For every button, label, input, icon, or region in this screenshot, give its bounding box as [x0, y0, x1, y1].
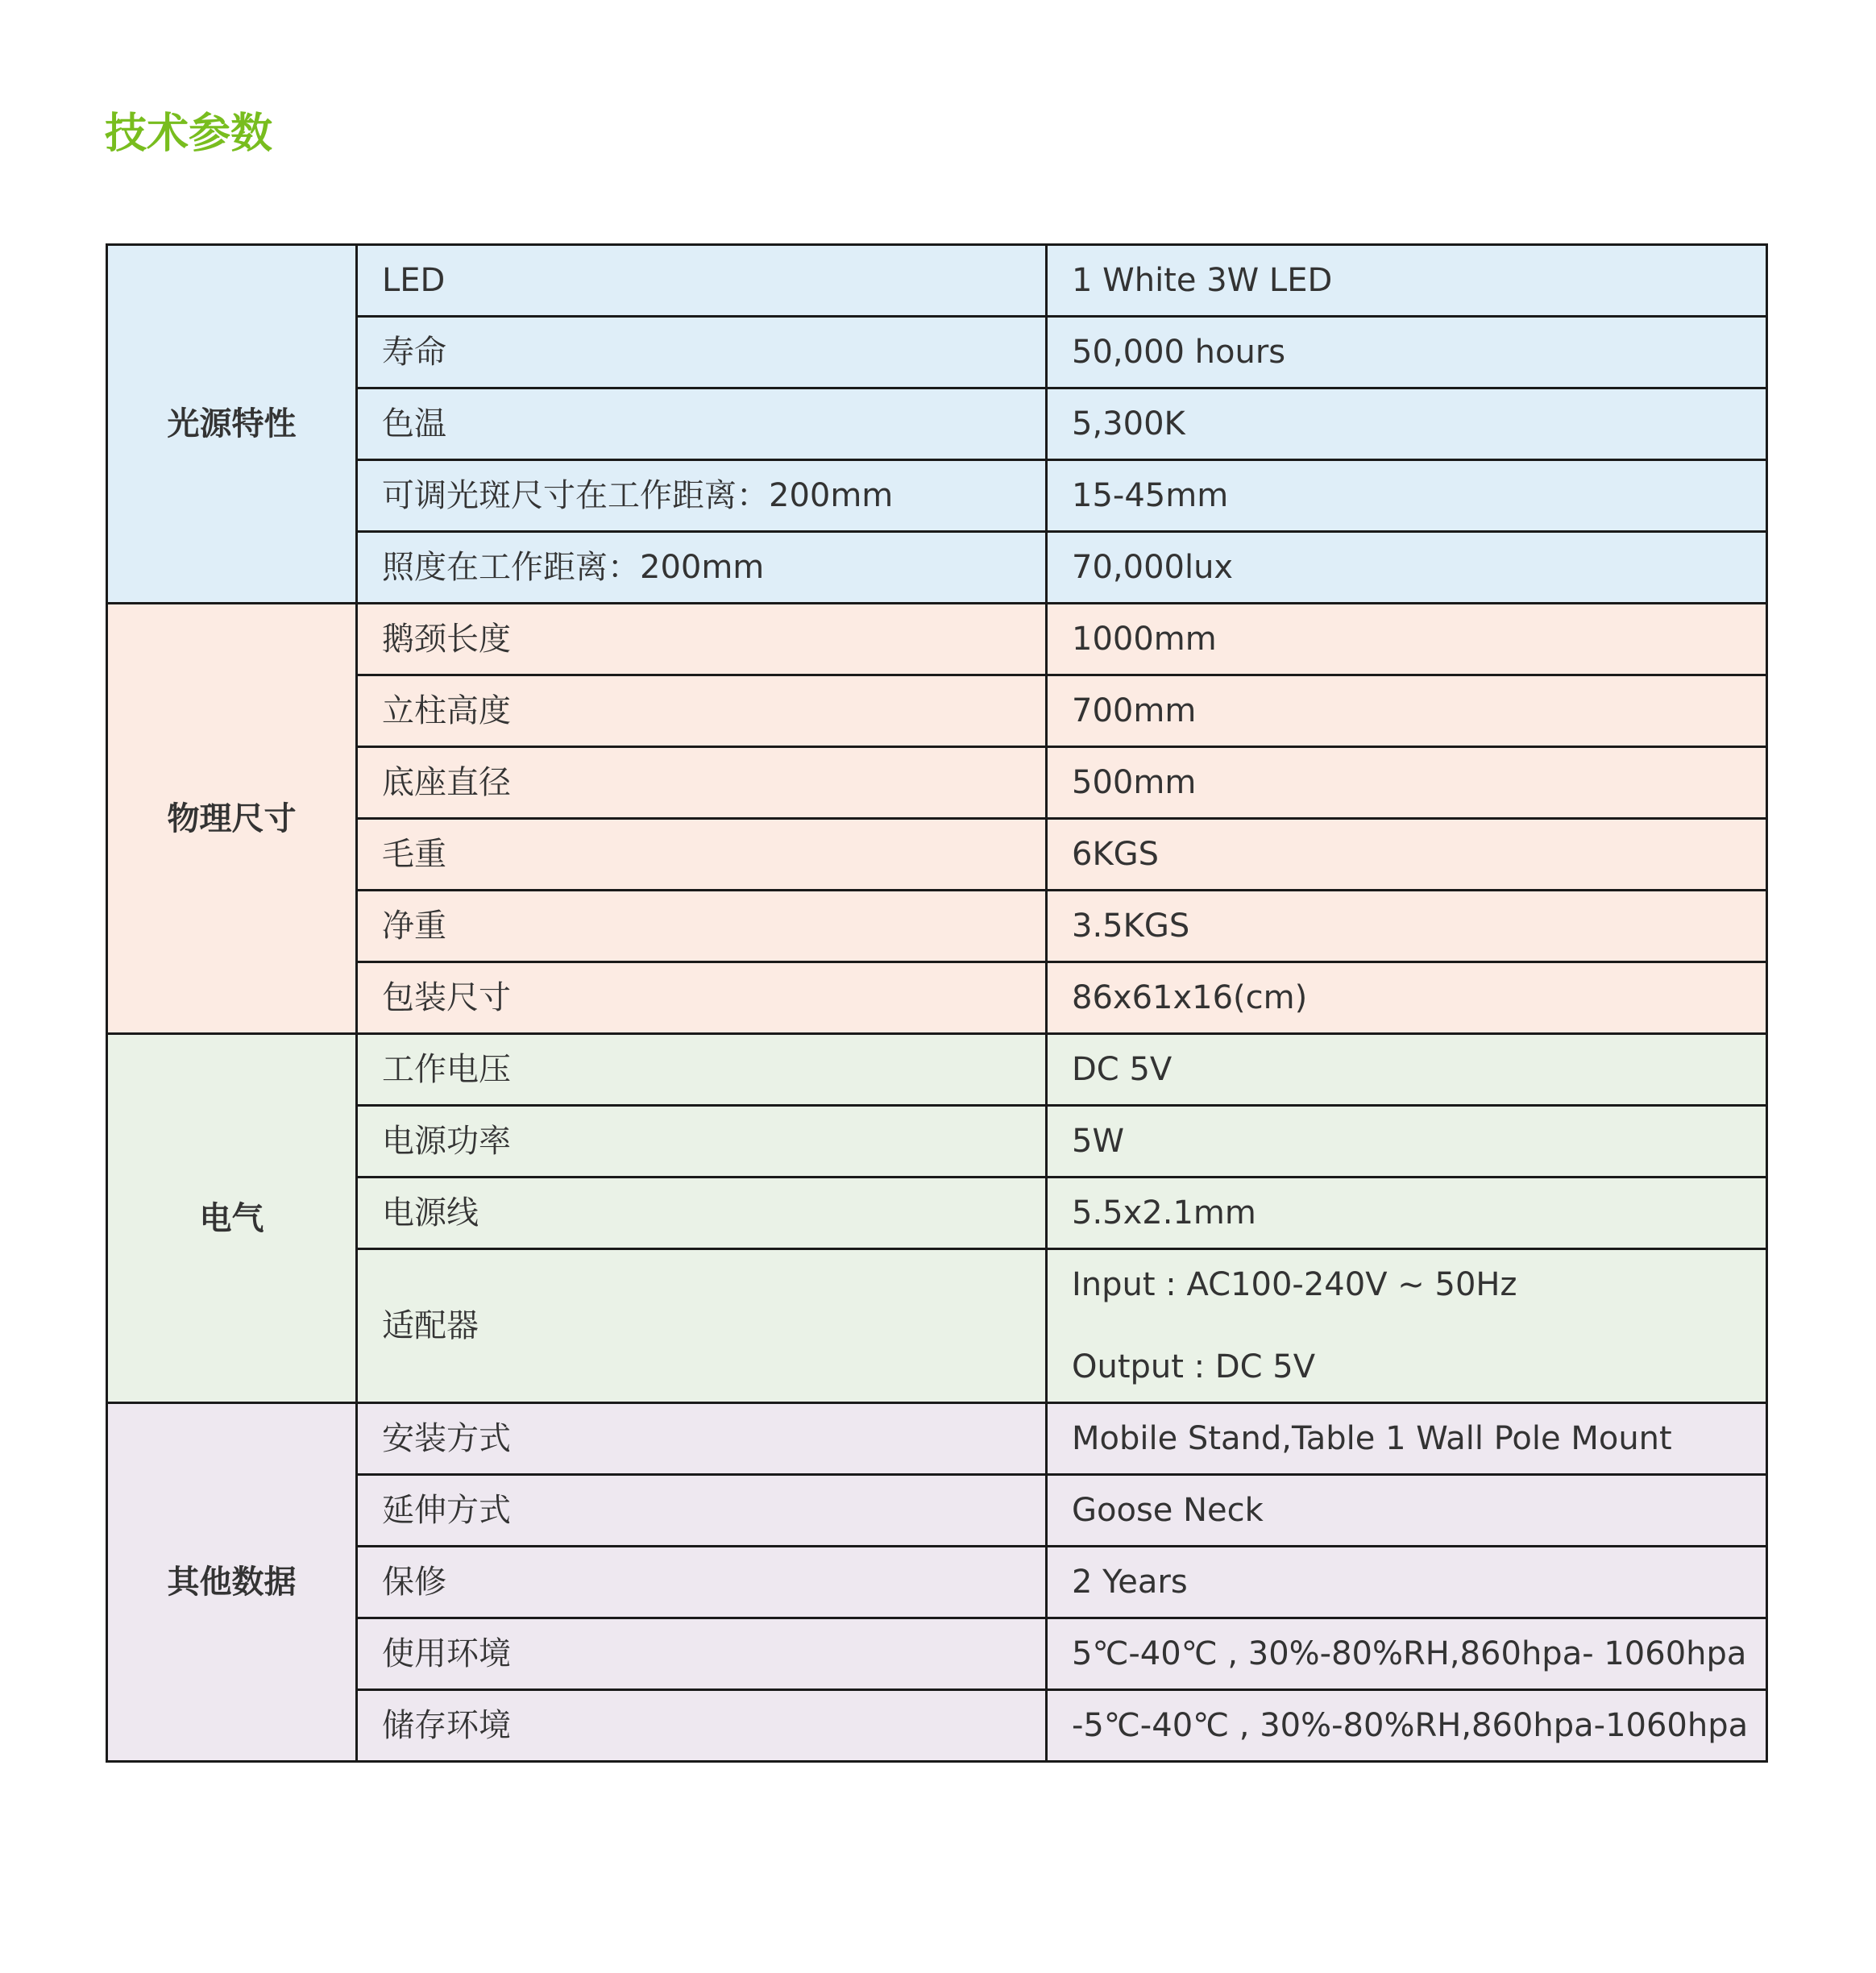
param-value: DC 5V: [1047, 1034, 1767, 1106]
param-label: 净重: [357, 891, 1047, 962]
param-value: Goose Neck: [1047, 1475, 1767, 1547]
param-label: 储存环境: [357, 1690, 1047, 1762]
param-label: 使用环境: [357, 1618, 1047, 1690]
param-label: 底座直径: [357, 747, 1047, 819]
category-cell: 物理尺寸: [107, 604, 357, 1034]
param-value: 500mm: [1047, 747, 1767, 819]
param-label: 可调光斑尺寸在工作距离：200mm: [357, 460, 1047, 532]
param-value: 5℃-40℃ , 30%-80%RH,860hpa- 1060hpa: [1047, 1618, 1767, 1690]
param-label: LED: [357, 245, 1047, 317]
param-label: 安装方式: [357, 1403, 1047, 1475]
param-label: 保修: [357, 1547, 1047, 1618]
param-label: 鹅颈长度: [357, 604, 1047, 675]
param-label: 寿命: [357, 317, 1047, 388]
param-label: 延伸方式: [357, 1475, 1047, 1547]
table-row: [107, 604, 1767, 675]
param-label: 毛重: [357, 819, 1047, 891]
adapter-output-value: Output : DC 5V: [1072, 1348, 1316, 1385]
param-value: Mobile Stand,Table 1 Wall Pole Mount: [1047, 1403, 1767, 1475]
page-title: 技术参数: [105, 110, 273, 158]
category-cell: 电气: [107, 1034, 357, 1403]
category-cell: 光源特性: [107, 245, 357, 604]
param-value: 700mm: [1047, 675, 1767, 747]
table-row: [107, 245, 1767, 317]
param-label: 适配器: [357, 1249, 1047, 1403]
param-value: 1 White 3W LED: [1047, 245, 1767, 317]
category-cell: 其他数据: [107, 1403, 357, 1762]
param-value: [1047, 1249, 1767, 1403]
param-value: 5.5x2.1mm: [1047, 1178, 1767, 1249]
param-value: -5℃-40℃ , 30%-80%RH,860hpa-1060hpa: [1047, 1690, 1767, 1762]
param-value: 50,000 hours: [1047, 317, 1767, 388]
param-value: 1000mm: [1047, 604, 1767, 675]
param-label: 照度在工作距离：200mm: [357, 532, 1047, 604]
spec-table: [106, 243, 1768, 1763]
param-value: 5W: [1047, 1106, 1767, 1178]
param-value: 3.5KGS: [1047, 891, 1767, 962]
param-label: 立柱高度: [357, 675, 1047, 747]
param-label: 包装尺寸: [357, 962, 1047, 1034]
param-value: 86x61x16(cm): [1047, 962, 1767, 1034]
param-label: 工作电压: [357, 1034, 1047, 1106]
param-label: 色温: [357, 388, 1047, 460]
param-label: 电源线: [357, 1178, 1047, 1249]
table-row: [107, 1034, 1767, 1106]
param-label: 电源功率: [357, 1106, 1047, 1178]
param-value: 5,300K: [1047, 388, 1767, 460]
table-row: [107, 1403, 1767, 1475]
param-value: 15-45mm: [1047, 460, 1767, 532]
param-value: 6KGS: [1047, 819, 1767, 891]
adapter-input-value: Input : AC100-240V ~ 50Hz: [1072, 1266, 1517, 1303]
param-value: 2 Years: [1047, 1547, 1767, 1618]
param-value: 70,000lux: [1047, 532, 1767, 604]
